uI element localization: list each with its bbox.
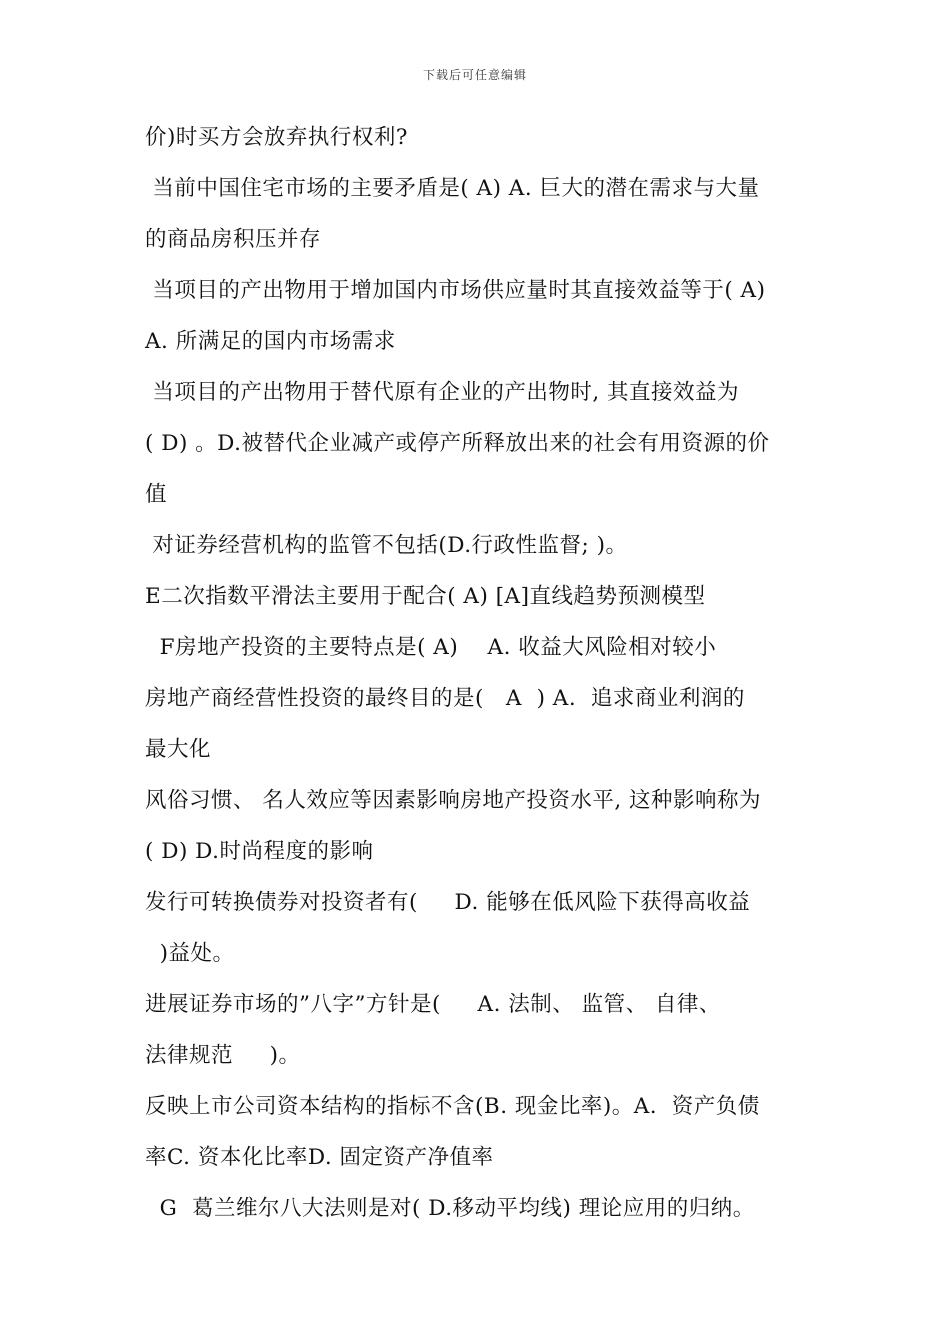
text-line: 价)时买方会放弃执行权利? — [145, 125, 408, 150]
text-line: 对证券经营机构的监管不包括(D.行政性监督; )。 — [145, 533, 628, 558]
text-line: 风俗习惯、 名人效应等因素影响房地产投资水平, 这种影响称为 — [145, 788, 762, 813]
text-line: 当项目的产出物用于增加国内市场供应量时其直接效益等于( A) — [145, 278, 766, 303]
text-line: 最大化 — [145, 737, 212, 762]
text-line: 发行可转换债券对投资者有( D. 能够在低风险下获得高收益 — [145, 890, 751, 915]
page-header: 下载后可任意编辑 — [422, 68, 527, 82]
text-line: F房地产投资的主要特点是( A) A. 收益大风险相对较小 — [145, 635, 717, 660]
text-line: 反映上市公司资本结构的指标不含(B. 现金比率)。A. 资产负债 — [145, 1094, 760, 1119]
document-body — [145, 118, 835, 1240]
text-line: E二次指数平滑法主要用于配合( A) [A]直线趋势预测模型 — [145, 584, 706, 609]
text-line: 房地产商经营性投资的最终目的是( A ) A. 追求商业利润的 — [145, 686, 745, 711]
text-line: 当项目的产出物用于替代原有企业的产出物时, 其直接效益为 — [145, 380, 740, 405]
text-line: 的商品房积压并存 — [145, 227, 322, 252]
text-line: ( D) 。D.被替代企业减产或停产所释放出来的社会有用资源的价 — [145, 431, 770, 456]
text-line: 率C. 资本化比率D. 固定资产净值率 — [145, 1145, 494, 1170]
text-line: A. 所满足的国内市场需求 — [145, 329, 396, 354]
text-line: 进展证券市场的”八字”方针是( A. 法制、 监管、 自律、 — [145, 992, 721, 1017]
text-line: 法律规范 )。 — [145, 1043, 301, 1068]
text-line: 值 — [145, 482, 168, 507]
text-line: )益处。 — [145, 941, 235, 966]
text-line: ( D) D.时尚程度的影响 — [145, 839, 374, 864]
text-line: 当前中国住宅市场的主要矛盾是( A) A. 巨大的潜在需求与大量 — [145, 176, 760, 201]
text-line: G 葛兰维尔八大法则是对( D.移动平均线) 理论应用的归纳。 — [145, 1196, 755, 1221]
